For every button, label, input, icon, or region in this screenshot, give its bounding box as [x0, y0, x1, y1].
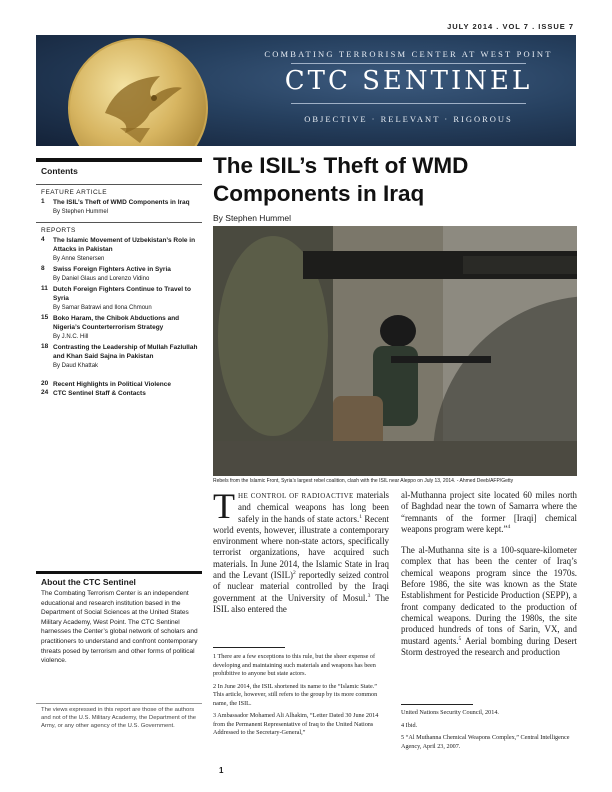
toc-page-number: 15	[41, 314, 49, 321]
body-text: The al-Muthanna site is a 100-square-kilometer complex that has been the center of Iraq’s chemical weapons program since the 1970s. Before 1986, the site was known as the State Establishment for Pesticide Production (SEPP), a front company dedicated to the production of chemical weapons. During the 1980s, the site produced hundreds of tons of Sarin, VX, and mustard agents.	[401, 545, 577, 646]
toc-page-number: 4	[41, 236, 45, 243]
footnote-rule	[401, 704, 473, 705]
about-topbar	[36, 571, 202, 574]
toc-item[interactable]	[36, 314, 202, 341]
photo-caption: Rebels from the Islamic Front, Syria’s largest rebel coalition, clash with the ISIL near Aleppo on July 13, 2014. - Ahmed Deeb/AFP/Getty	[213, 478, 514, 484]
sidebar-topbar	[36, 158, 202, 162]
body-text: materials and chemical weapons has long been safely in the hands of state actors.	[238, 490, 390, 524]
masthead-tagline-top: COMBATING TERRORISM CENTER AT WEST POINT	[264, 49, 553, 59]
about-section	[36, 571, 202, 666]
article-headline: The ISIL’s Theft of WMD Components in Iraq	[213, 153, 469, 206]
drop-cap: T	[213, 486, 235, 526]
footnotes-left	[213, 653, 389, 742]
eagle-seal-icon	[68, 38, 208, 146]
footnote: 1 There are a few exceptions to this rule, but the sheer expense of developing and maintaining such materials and weapons has been prohibitive to anyone but state actors.	[213, 653, 376, 677]
toc-author: By Anne Stenersen	[53, 256, 105, 262]
toc-title: The Islamic Movement of Uzbekistan’s Role in Attacks in Pakistan	[53, 237, 196, 253]
disclaimer	[36, 703, 202, 730]
toc-title: CTC Sentinel Staff & Contacts	[53, 390, 146, 397]
masthead-tagline-bottom: OBJECTIVE · RELEVANT · RIGOROUS	[304, 114, 513, 124]
article-column-1	[213, 486, 390, 615]
masthead-banner	[36, 35, 576, 146]
body-text: The ISIL also entered the	[213, 592, 389, 614]
toc-title: Dutch Foreign Fighters Continue to Travel to Syria	[53, 286, 191, 302]
disclaimer-text: The views expressed in this report are those of the authors and not of the U.S. Military Academy, the Department of the Army, or any other agency of the U.S. Government.	[41, 707, 197, 729]
toc-item[interactable]	[36, 198, 202, 216]
toc-author: By Daniel Glaus and Lorenzo Vidino	[53, 276, 150, 282]
toc-author: By Stephen Hummel	[53, 209, 109, 215]
lead-smallcaps: HE CONTROL OF RADIOACTIVE	[238, 492, 354, 500]
toc-title: Contrasting the Leadership of Mullah Fazlullah and Khan Said Sajna in Pakistan	[53, 344, 198, 360]
footnote-ref[interactable]: 3	[367, 592, 371, 599]
article-column-2	[401, 490, 577, 658]
feature-label: FEATURE ARTICLE	[41, 189, 108, 196]
body-text: Recent world events, however, illustrate a contemporary environment where non-state actors, specifically terrorist organizations, have acquired such materials. In June 2014, the Islamic State in Iraq and the Levant (ISIL)	[213, 513, 389, 581]
toc-item[interactable]	[36, 389, 202, 398]
toc-item[interactable]	[36, 236, 202, 263]
footnote-ref[interactable]: 1	[359, 513, 362, 520]
footnote: 4 Ibid.	[401, 721, 418, 729]
toc-page-number: 1	[41, 198, 45, 205]
toc-page-number: 18	[41, 343, 49, 350]
footnote-ref[interactable]: 5	[458, 635, 462, 642]
footnote-ref[interactable]: 4	[507, 523, 511, 530]
about-body: The Combating Terrorism Center is an independent educational and research institution based in the Department of Social Sciences at the United States Military Academy, West Point. The CTC Sentinel harnesses the Center’s global network of scholars and practitioners to understand and confront contemporary threats posed by terrorism and other forms of political violence.	[41, 590, 198, 665]
masthead-rule-bottom	[291, 103, 526, 104]
toc-title: Recent Highlights in Political Violence	[53, 381, 171, 388]
body-text: Aerial bombing during Desert Storm destroyed the research and production	[401, 635, 578, 657]
issue-info: JULY 2014 . VOL 7 . ISSUE 7	[447, 22, 574, 31]
footnote-rule	[213, 647, 285, 648]
toc-author: By Samar Batrawi and Ilona Chmoun	[53, 305, 152, 311]
footnote: 3 Ambassador Mohamed Ali Alhakim, “Letter Dated 30 June 2014 from the Permanent Representative of Iraq to the United Nations Addressed to the Secretary-General,”	[213, 712, 379, 736]
masthead-title: CTC SENTINEL	[284, 66, 533, 96]
toc-item[interactable]	[36, 265, 202, 283]
footnote: 5 “Al Muthanna Chemical Weapons Complex,” Central Intelligence Agency, April 23, 2007.	[401, 734, 570, 750]
contents-heading: Contents	[41, 166, 78, 176]
toc-item[interactable]	[36, 285, 202, 312]
toc-page-number: 20	[41, 380, 49, 387]
toc-item[interactable]	[36, 380, 202, 389]
toc-author: By Daud Khattak	[53, 363, 99, 369]
toc-page-number: 11	[41, 285, 48, 292]
footnotes-right	[401, 709, 577, 755]
toc-page-number: 24	[41, 389, 49, 396]
body-text: al-Muthanna project site located 60 miles north of Baghdad near the town of Samarra where the “remnants of the former [Iraqi] chemical weapons program were kept.”	[401, 490, 577, 534]
contents-divider	[36, 222, 202, 223]
toc-title: Boko Haram, the Chibok Abductions and Nigeria’s Counterterrorism Strategy	[53, 315, 180, 331]
toc-page-number: 8	[41, 265, 45, 272]
reports-label: REPORTS	[41, 227, 76, 234]
about-heading: About the CTC Sentinel	[41, 577, 136, 587]
article-photo	[213, 226, 577, 476]
contents-sidebar	[36, 158, 202, 398]
masthead-rule-top	[291, 63, 526, 64]
footnote: 2 In June 2014, the ISIL shortened its name to the “Islamic State.” This article, however, still refers to the group by its more common name, the ISIL.	[213, 682, 378, 707]
toc-title: Swiss Foreign Fighters Active in Syria	[53, 266, 171, 273]
toc-item[interactable]	[36, 343, 202, 370]
contents-divider	[36, 184, 202, 185]
body-text: reportedly seized control of nuclear material controlled by the Iraqi government at the University of Mosul.	[213, 570, 389, 603]
article-byline: By Stephen Hummel	[213, 213, 291, 223]
footnote-ref[interactable]: 2	[292, 570, 296, 577]
toc-author: By J.N.C. Hill	[53, 334, 89, 340]
toc-title: The ISIL’s Theft of WMD Components in Iraq	[53, 199, 190, 206]
footnote: United Nations Security Council, 2014.	[401, 709, 499, 716]
page-number: 1	[219, 766, 224, 775]
